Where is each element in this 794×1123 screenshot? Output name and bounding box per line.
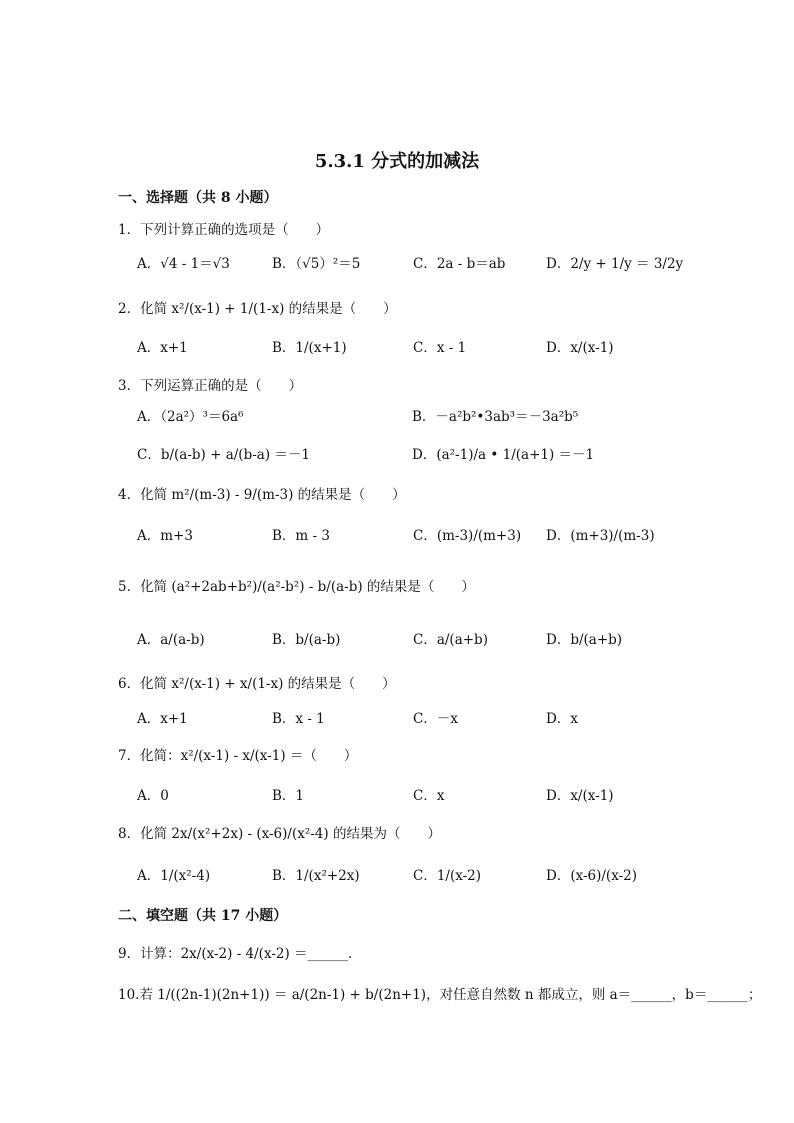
question-9-stem: 9．计算：2x/(x-2) - 4/(x-2) ＝______．	[118, 946, 362, 962]
question-2-option-a: A．x+1	[137, 340, 188, 356]
question-3-option-d: D．(a²-1)/a • 1/(a+1) ＝－1	[412, 447, 595, 463]
question-4-option-b: B．m - 3	[272, 528, 330, 544]
question-7-option-d: D．x/(x-1)	[546, 788, 614, 804]
question-3-option-b: B．－a²b²•3ab³＝－3a²b⁵	[412, 409, 579, 425]
question-7-option-a: A．0	[137, 788, 169, 804]
question-1-option-d: D．2/y + 1/y ＝ 3/2y	[546, 256, 684, 272]
question-3-option-c: C．b/(a-b) + a/(b-a) ＝－1	[137, 447, 310, 463]
question-6-option-a: A．x+1	[137, 711, 188, 727]
section-heading-choice: 一、选择题（共 8 小题）	[118, 190, 278, 206]
question-6-option-b: B．x - 1	[272, 711, 325, 727]
question-8-option-c: C．1/(x-2)	[413, 868, 482, 884]
question-7-option-c: C．x	[413, 788, 445, 804]
question-2-stem: 2．化简 x²/(x-1) + 1/(1-x) 的结果是（ ）	[118, 301, 397, 317]
question-3-stem: 3．下列运算正确的是（ ）	[118, 378, 303, 394]
question-5-option-c: C．a/(a+b)	[413, 632, 488, 648]
question-1-option-b: B．（√5）²＝5	[272, 256, 361, 272]
question-8-stem: 8．化简 2x/(x²+2x) - (x-6)/(x²-4) 的结果为（ ）	[118, 826, 441, 842]
question-8-option-b: B．1/(x²+2x)	[272, 868, 360, 884]
question-8-option-d: D．(x-6)/(x-2)	[546, 868, 637, 884]
question-1-stem: 1．下列计算正确的选项是（ ）	[118, 222, 330, 238]
question-8-option-a: A．1/(x²-4)	[137, 868, 211, 884]
question-5-option-b: B．b/(a-b)	[272, 632, 341, 648]
question-4-option-a: A．m+3	[137, 528, 193, 544]
question-4-option-c: C．(m-3)/(m+3)	[413, 528, 522, 544]
question-2-option-b: B．1/(x+1)	[272, 340, 347, 356]
section-heading-fill: 二、填空题（共 17 小题）	[118, 908, 288, 924]
question-6-option-d: D．x	[546, 711, 578, 727]
question-1-option-a: A．√4 - 1＝√3	[137, 256, 230, 272]
question-5-option-a: A．a/(a-b)	[137, 632, 205, 648]
question-2-option-d: D．x/(x-1)	[546, 340, 614, 356]
question-5-stem: 5．化简 (a²+2ab+b²)/(a²-b²) - b/(a-b) 的结果是（ ）	[118, 579, 475, 595]
question-3-option-a: A．（2a²）³＝6a⁶	[137, 409, 244, 425]
question-10-stem: 10.若 1/((2n-1)(2n+1)) ＝ a/(2n-1) + b/(2n+1)，对任意自然数 n 都成立，则 a＝______，b＝______；	[118, 987, 762, 1003]
question-2-option-c: C．x - 1	[413, 340, 467, 356]
question-6-stem: 6．化简 x²/(x-1) + x/(1-x) 的结果是（ ）	[118, 676, 396, 692]
question-7-stem: 7．化简：x²/(x-1) - x/(x-1) ＝（ ）	[118, 748, 358, 764]
question-6-option-c: C．－x	[413, 711, 458, 727]
question-5-option-d: D．b/(a+b)	[546, 632, 623, 648]
question-1-option-c: C．2a - b＝ab	[413, 256, 506, 272]
question-7-option-b: B．1	[272, 788, 305, 804]
question-4-option-d: D．(m+3)/(m-3)	[546, 528, 655, 544]
page-title: 5.3.1 分式的加减法	[314, 151, 480, 172]
question-4-stem: 4．化简 m²/(m-3) - 9/(m-3) 的结果是（ ）	[118, 487, 406, 503]
